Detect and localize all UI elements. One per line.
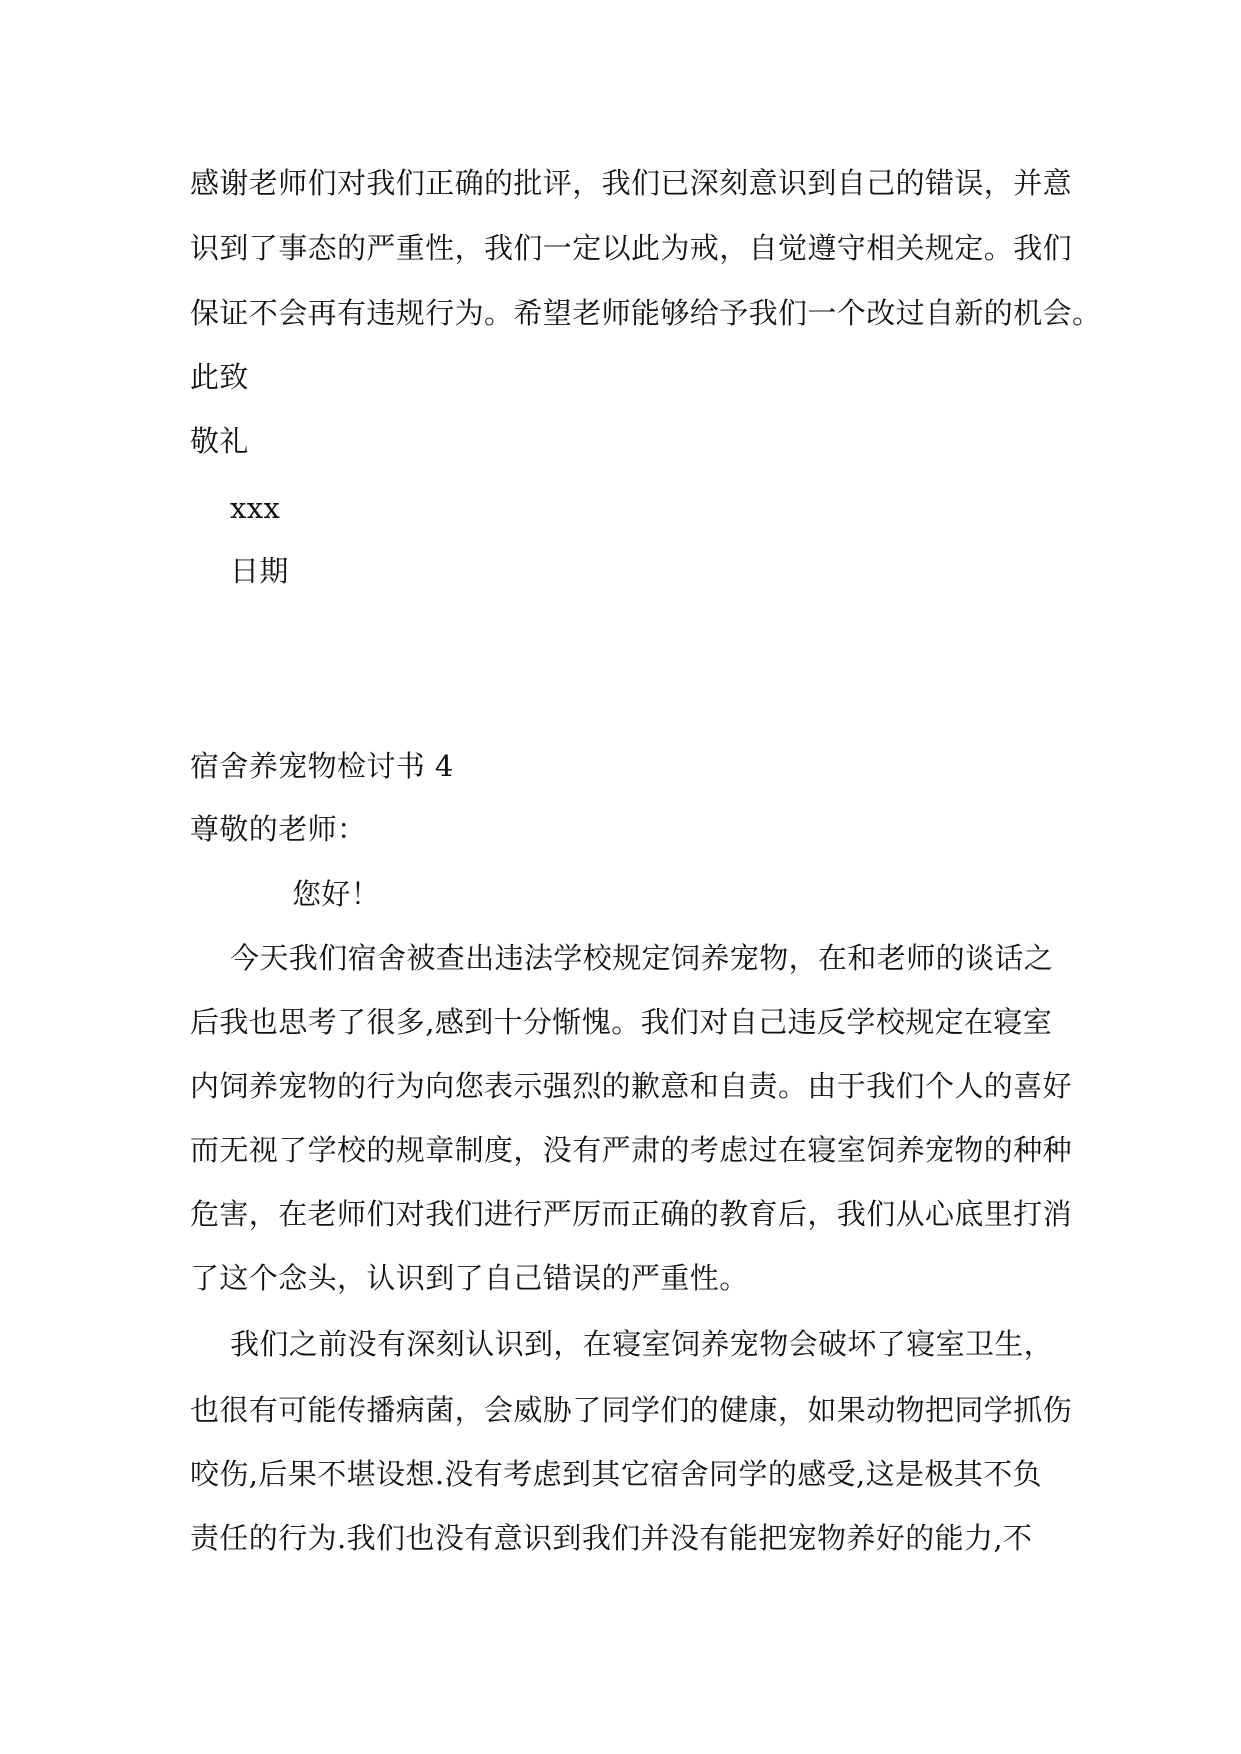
- letter-title: 宿舍养宠物检讨书 4: [190, 749, 454, 783]
- body-text-line: 责任的行为.我们也没有意识到我们并没有能把宠物养好的能力,不: [190, 1521, 1033, 1555]
- body-text-line: 咬伤,后果不堪设想.没有考虑到其它宿舍同学的感受,这是极其不负: [190, 1457, 1043, 1491]
- body-text-line: 今天我们宿舍被查出违法学校规定饲养宠物，在和老师的谈话之: [230, 941, 1054, 975]
- body-text-line: 我们之前没有深刻认识到，在寝室饲养宠物会破坏了寝室卫生，: [230, 1327, 1054, 1361]
- date-line: 日期: [230, 554, 289, 588]
- body-text-line: 而无视了学校的规章制度，没有严肃的考虑过在寝室饲养宠物的种种: [190, 1133, 1073, 1167]
- signature: xxx: [230, 491, 281, 525]
- salutation: 尊敬的老师：: [190, 812, 367, 846]
- greeting: 您好！: [292, 877, 381, 911]
- body-text-line: 保证不会再有违规行为。希望老师能够给予我们一个改过自新的机会。: [190, 296, 1102, 330]
- closing-ci-zhi: 此致: [190, 360, 249, 394]
- body-text-line: 危害，在老师们对我们进行严厉而正确的教育后，我们从心底里打消: [190, 1197, 1073, 1231]
- body-text-line: 后我也思考了很多,感到十分惭愧。我们对自己违反学校规定在寝室: [190, 1005, 1053, 1039]
- body-text-line: 识到了事态的严重性，我们一定以此为戒，自觉遵守相关规定。我们: [190, 231, 1073, 265]
- body-text-line: 感谢老师们对我们正确的批评，我们已深刻意识到自己的错误，并意: [190, 166, 1073, 200]
- body-text-line: 了这个念头，认识到了自己错误的严重性。: [190, 1261, 749, 1295]
- body-text-line: 内饲养宠物的行为向您表示强烈的歉意和自责。由于我们个人的喜好: [190, 1069, 1073, 1103]
- closing-jing-li: 敬礼: [190, 424, 249, 458]
- body-text-line: 也很有可能传播病菌，会威胁了同学们的健康，如果动物把同学抓伤: [190, 1393, 1073, 1427]
